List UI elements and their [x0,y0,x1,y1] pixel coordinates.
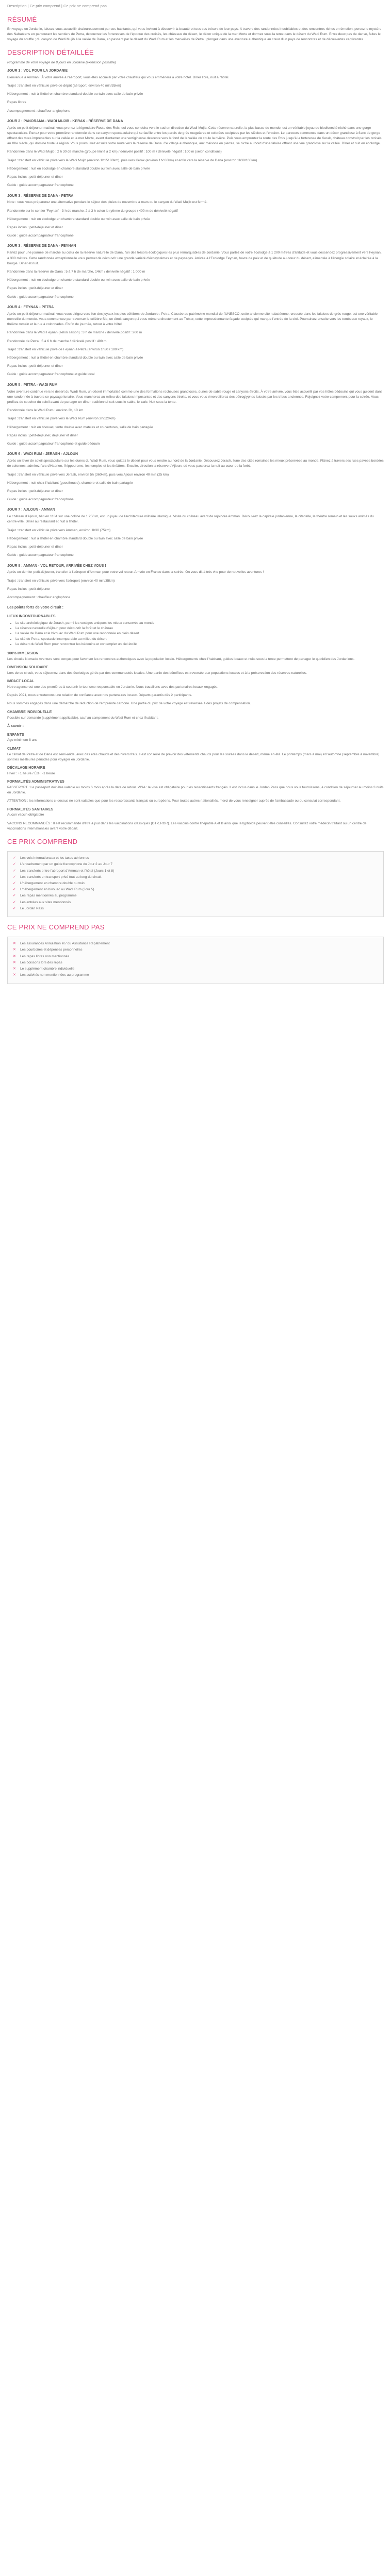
depart-text: Depuis 2021, nous entretenons une relation de confiance avec nos partenaires locaux. Départs garantis dès 2 participants. [7,693,192,698]
day-block [7,452,384,502]
breadcrumb-description[interactable]: Description [7,4,27,8]
day-line: Repas inclus : petit-déjeuner et dîner [7,545,63,549]
impact-text: Notre agence est une des premières à soutenir le tourisme responsable en Jordanie. Nous travaillons avec des partenaires locaux engagés. [7,685,219,689]
day-line: Hébergement : nuit en bivouac, tente double avec matelas et couvertures, salle de bain partagée [7,425,153,429]
excludes-list [13,941,378,978]
sante-text: Aucun vaccin obligatoire [7,813,44,817]
day-line: Repas inclus : petit-déjeuner et dîner [7,175,63,179]
formalites-title: FORMALITÉS ADMINISTRATIVES [7,780,64,784]
page [0,0,391,984]
excludes-box [7,937,384,984]
sante-title: FORMALITÉS SANITAIRES [7,807,54,811]
day-line: Trajet : transfert en véhicule privé vers l'aéroport (environ 40 min/35km) [7,579,115,583]
day-line: Randonnée sur le sentier 'Feynan' - 3 h de marche, 2 à 3 h selon le rythme du groupe / 400 m de dénivelé négatif [7,209,178,213]
chambre-text: Possible sur demande (supplément applicable), sauf au campement du Wadi Rum et chez l'habitant. [7,716,159,720]
day-block [7,69,384,114]
day-line: Randonnée dans le Wadi Feynan (selon saison) : 3 h de marche / dénivelé positif : 200 m [7,331,142,335]
summary-paragraph: En voyage en Jordanie, laissez-vous accueillir chaleureusement par ses habitants, qui vous invitent à découvrir la beauté et tous ses trésors de leur pays. À travers des randonnées inoubliables et des rencontres riches en émotion, percez le mystère des Nabatéens en parcourant les sentiers de Petra, découvrez les forteresses de l'époque des croisés, les châteaux du désert, le décor unique de la mer Morte et dormez sous la tente dans le désert du Wadi Rum. Entre deux pas de danse, faites le voyage du souffle ; du canyon de Wadi Mujib à la vallée de Dana, en passant par le désert du Wadi Rum et les merveilles de Petra : plongez dans une aventure authentique au cœur d'un pays de rencontres et de découvertes captivantes. [7,27,382,42]
program-heading: DESCRIPTION DÉTAILLÉE [7,48,94,57]
day-line: Repas libres [7,100,26,105]
day-line: Après un petit-déjeuner matinal, vous prenez la légendaire Route des Rois, qui vous conduira vers le sud en direction du Wadi Mujib. Cette réserve naturelle, la plus basse du monde, est un véritable joyau de biodiversité niché dans une gorge spectaculaire. Partez pour votre première randonnée dans ce canyon spectaculaire qui se faufile entre les parois de grès rougeâtres et colorées sculptées par les siècles et l'érosion. Le parcours commence dans un décor grandiose à flanc de gorge offrant des vues imprenables sur la vallée et la mer Morte, avant d'entamer une vertigineuse descente vers le fond de la vallée où coule la rivière. Puis vous empruntez la route des Rois jusqu'à la forteresse de Kerak, château construit par les croisés au XIIe siècle, qui domine toute la région. Vous poursuivez ensuite votre route vers la réserve de Dana. Ce village authentique, aux maisons en pierres, se niche au bord d'une falaise offrant une vue grandiose sur la vallée. Dîner et nuit en écolodge. [7,126,382,146]
excludes-item: ✕ Les assurances Annulation et / ou Assistance Rapatriement [13,941,378,946]
day-line: Partez pour une journée de marche au cœur de la réserve naturelle de Dana, l'un des trésors écologiques les plus remarquables de Jordanie. Vous partez de votre écolodge à 1 200 mètres d'altitude et vous descendez progressivement vers Feynan, à 300 mètres. Cette randonnée exceptionnelle vous permet de découvrir une grande variété d'écosystèmes et de paysages. Arrivée à l'Ecolodge Feynan, havre de paix et de quiétude au cœur du désert, alimentée à l'énergie solaire et éclairée à la bougie. Dîner et nuit. [7,251,382,265]
day-line: Trajet : transfert en véhicule privé vers Jerash, environ 5h (360km), puis vers Ajloun environ 40 min (25 km) [7,472,169,477]
day-line: Hébergement : nuit en écolodge en chambre standard double ou twin avec salle de bain privée [7,166,150,171]
day-line: Guide : guide accompagnateur francophone [7,234,74,238]
day-block [7,564,384,601]
itinerary-note: Les points forts de votre circuit : [7,606,63,610]
day-line: Repas inclus : petit-déjeuner, déjeuner et dîner [7,433,78,437]
day-line: Repas inclus : petit-déjeuner [7,587,51,591]
day-title: JOUR 1 : VOL POUR LA JORDANIE [7,69,68,73]
includes-heading: CE PRIX COMPREND [7,838,78,845]
chambre-title: CHAMBRE INDIVIDUELLE [7,710,52,714]
lieux-item: • La vallée de Dana et le bivouac du Wadi Rum pour une randonnée en plein désert [15,631,384,636]
day-line: Guide : guide accompagnateur francophone [7,295,74,299]
day-line: Après un lever de soleil spectaculaire sur les dunes du Wadi Rum, vous quittez le désert pour vous rendre au nord de la Jordanie. Découvrez Jerash, l'une des cités romaines les mieux préservées au monde. Flânez à travers ses rues pavées bordées de colonnes, admirez l'arc d'Hadrien, l'hippodrome, les temples et les théâtres. Ensuite, direction la réserve d'Ajloun, où vous passerez la nuit au cœur de la forêt. [7,459,384,468]
includes-item: ✓ L'hébergement en chambre double ou twin [13,881,378,886]
day-title: JOUR 3 : RÉSERVE DE DANA - PETRA [7,194,74,198]
enfants-title: ENFANTS [7,733,24,737]
day-line: Après un dernier petit-déjeuner, transfert à l'aéroport d'Amman pour votre vol retour. Arrivée en France dans la soirée. On vous dit à très vite pour de nouvelles aventures ! [7,570,264,574]
summary-heading: RÉSUMÉ [7,15,37,23]
day-line: Accompagnement : chauffeur anglophone [7,596,71,600]
day-title: JOUR 5 : PETRA - WADI RUM [7,383,58,387]
vaccins-text: VACCINS RECOMMANDÉS : Il est recommandé d'être à jour dans les vaccinations classiques (DTP, ROR). Les vaccins contre l'hépatite A et B ainsi que la typhoïde peuvent être conseillés. Consultez votre médecin traitant ou un centre de vaccinations internationales avant votre départ. [7,821,367,831]
day-line: Randonnée dans le Wadi Mujib : 2 h 30 de marche (groupe limité à 2 km) / dénivelé positif : 100 m / dénivelé négatif : 100 m (selon conditions) [7,150,222,154]
a-savoir: À savoir : [7,724,24,728]
day-block [7,383,384,447]
day-line: Hébergement : nuit en écolodge en chambre standard double ou twin avec salle de bain privée [7,217,150,221]
day-line: Guide : guide accompagnateur francophone [7,498,74,502]
breadcrumb-excludes[interactable]: Ce prix ne comprend pas [63,4,107,8]
excludes-heading: CE PRIX NE COMPREND PAS [7,923,105,931]
day-block [7,507,384,558]
day-line: Après un petit-déjeuner matinal, vous vous dirigez vers l'un des joyaux les plus célèbres de Jordanie : Petra. Classée au patrimoine mondial de l'UNESCO, cette ancienne cité nabatéenne, creusée dans les falaises de grès rouge, est une véritable merveille du monde. Vous commencez par traverser le célèbre Siq, un étroit canyon qui vous mènera directement au Trésor, cette impressionnante façade sculptée qui marque l'entrée de la cité. Poursuivez ensuite vers les tombeaux royaux, le théâtre romain et la rue à colonnades. En fin de journée, retour à votre hôtel. [7,312,378,327]
includes-item: ✓ Les repas mentionnés au programme [13,893,378,899]
day-line: Guide : guide accompagnateur francophone [7,183,74,188]
day-line: Hébergement : nuit à l'hôtel en chambre standard double ou twin avec salle de bain privée [7,356,143,360]
includes-item: ✓ Les transferts en transport privé tout au long du circuit [13,875,378,880]
day-line: Hébergement : nuit en écolodge en chambre standard double ou twin avec salle de bain privée [7,278,150,282]
climat-text: Le climat de Petra et de Dana est semi-aride, avec des étés chauds et des hivers frais. Il est conseillé de prévoir des vêtements chauds pour les soirées dans le désert, même en été. Le printemps (mars à mai) et l'automne (septembre à novembre) sont les meilleures périodes pour voyager en Jordanie. [7,752,380,761]
attention-text: ATTENTION : les informations ci-dessus ne sont valables que pour les ressortissants français ou européens. Pour toutes autres nationalités, merci de vous renseigner auprès de l'ambassade ou du consulat correspondant. [7,799,341,803]
lieux-item: • Le désert du Wadi Rum pour rencontrer les bédouins et contempler un ciel étoilé [15,642,384,647]
day-block [7,119,384,189]
day-line: Accompagnement : chauffeur anglophone [7,109,71,113]
formalites-text: PASSEPORT : Le passeport doit être valable au moins 6 mois après la date de retour. VISA : le visa est obligatoire pour les ressortissants français. Il est inclus dans le Jordan Pass que nous vous fournissons, à condition de séjourner au moins 3 nuits en Jordanie. [7,785,384,795]
day-title: JOUR 7 : AJLOUN - AMMAN [7,508,55,512]
excludes-item: ✕ Les repas libres non mentionnés [13,954,378,959]
day-title: JOUR 8 : AMMAN - VOL RETOUR, ARRIVÉE CHEZ VOUS ! [7,564,106,568]
includes-box [7,851,384,917]
includes-item: ✓ L'hébergement en bivouac au Wadi Rum (Jour 5) [13,887,378,892]
climat-title: CLIMAT [7,747,21,751]
includes-list [13,856,378,911]
day-line: Randonnée de Petra : 5 à 6 h de marche / dénivelé positif : 400 m [7,339,107,343]
day-line: Trajet : transfert en véhicule privé de dépôt (aéroport, environ 40 min/35km) [7,83,121,88]
day-title: JOUR 4 : FEYNAN - PETRA [7,305,54,309]
day-title: JOUR 3 : RÉSERVE DE DANA - FEYNAN [7,244,76,248]
eco-text: Les circuits Nomade Aventure sont conçus pour favoriser les rencontres authentiques avec la population locale. Hébergements chez l'habitant, guides locaux et nuits sous la tente permettent de partager le quotidien des Jordaniens. [7,657,355,661]
day-line: Hébergement : nuit chez l'habitant (guesthouse), chambre et salle de bain partagée [7,481,133,485]
program-intro: Programme de votre voyage de 8 jours en Jordanie (extension possible) [7,60,116,64]
breadcrumb: Description | Ce prix comprend | Ce prix ne comprend pas [7,4,107,8]
day-line: Hébergement : nuit à l'hôtel en chambre standard double ou twin avec salle de bain privée [7,536,143,540]
day-line: Randonnée dans le Wadi Rum : environ 3h, 10 km [7,409,84,413]
day-line: Bienvenue à Amman ! À votre arrivée à l'aéroport, vous êtes accueilli par votre chauffeur qui vous emmènera à votre hôtel. Dîner libre, nuit à l'hôtel. [7,75,230,79]
day-block [7,194,384,239]
day-line: Guide : guide accompagnateur francophone [7,553,74,557]
includes-item: ✓ L'encadrement par un guide francophone du Jour 2 au Jour 7 [13,862,378,867]
day-line: Repas inclus : petit-déjeuner et dîner [7,489,63,493]
eco-title: 100% IMMERSION [7,652,39,656]
day-line: Guide : guide accompagnateur francophone et guide local [7,372,95,377]
includes-item: ✓ Les transferts entre l'aéroport d'Amman et l'hôtel (Jours 1 et 8) [13,869,378,874]
decalage-title: DÉCALAGE HORAIRE [7,766,45,770]
day-block [7,244,384,299]
day-line: Repas inclus : petit-déjeuner et dîner [7,286,63,291]
day-title: JOUR 6 : WADI RUM - JERASH - AJLOUN [7,452,78,456]
includes-item: ✓ Les entrées aux sites mentionnés [13,900,378,905]
days-list [7,69,384,601]
day-line: Guide : guide accompagnateur francophone et guide bédouin [7,442,100,446]
day-line: Randonnée dans la réserve de Dana : 5 à 7 h de marche, 14km / dénivelé négatif : 1 000 m [7,269,145,274]
lieux-title: LIEUX INCONTOURNABLES [7,615,56,619]
includes-item: ✓ Le Jordan Pass [13,906,378,911]
day-line: Repas inclus : petit-déjeuner et dîner [7,364,63,368]
day-block [7,305,384,378]
day-line: Trajet : transfert en véhicule privé de Feynan à Petra (environ 1h30 / 100 km) [7,347,124,351]
excludes-item: ✕ Les activités non mentionnées au programme [13,973,378,978]
day-line: Le château d'Ajloun, bâti en 1184 sur une colline de 1 250 m, est un joyau de l'architecture militaire islamique. Visite du château avant de rejoindre Amman. Découvrez la capitale jordanienne, la citadelle, le théâtre romain et les souks animés du centre-ville. Dîner au restaurant et nuit à l'hôtel. [7,515,374,524]
day-line: Trajet : transfert en véhicule privé vers Amman, environ 1h30 (75km) [7,528,111,532]
excludes-item: ✕ Les boissons lors des repas [13,960,378,965]
day-line: Repas inclus : petit-déjeuner et dîner [7,226,63,230]
impact-title: IMPACT LOCAL [7,680,35,684]
lieux-item: • La cité de Petra, spectacle incomparable au milieu du désert [15,637,384,642]
lieux-item: • La réserve naturelle d'Ajloun pour découvrir la forêt et le château [15,626,384,631]
day-line: Trajet : transfert en véhicule privé vers le Wadi Mujib (environ 1h15/ 80km), puis vers Kerak (environ 1h/ 60km) et enfin vers la réserve de Dana (environ 1h30/100km) [7,158,257,162]
excludes-item: ✕ Les pourboires et dépenses personnelles [13,947,378,953]
env-text: Nous sommes engagés dans une démarche de réduction de l'empreinte carbone. Une partie du prix de votre voyage est reversée à des projets de compensation. [7,702,251,706]
dimension-title: DIMENSION SOLIDAIRE [7,666,48,670]
decalage-text: Hiver : +1 heure / Été : -1 heure [7,771,55,775]
day-line: Hébergement : nuit à l'hôtel en chambre standard double ou twin avec salle de bain privée [7,92,143,96]
dimension-text: Lors de ce circuit, vous séjournez dans des écolodges gérés par des communautés locales. Une partie des bénéfices est reversée aux populations locales et à la préservation des réserves naturelles. [7,671,307,675]
lieux-list [7,621,384,647]
day-line: Trajet : transfert en véhicule privé vers le Wadi Rum (environ 2h/120km) [7,417,116,421]
day-title: JOUR 2 : PANORAMA - WADI MUJIB - KERAK - RÉSERVE DE DANA [7,119,123,123]
breadcrumb-includes[interactable]: Ce prix comprend [29,4,60,8]
lieux-item: • Le site archéologique de Jerash, parmi les vestiges antiques les mieux conservés au monde [15,621,384,626]
enfants-text: Âge minimum 8 ans [7,738,38,742]
excludes-item: ✕ Le supplément chambre individuelle [13,967,378,972]
includes-item: ✓ Les vols internationaux et les taxes aériennes [13,856,378,861]
day-line: Note : vous vous préparerez une alternative pendant le séjour des pluies de novembre à mars ou le canyon du Wadi Mujib est fermé. [7,200,207,205]
day-line: Votre aventure continue vers le désert du Wadi Rum, un désert immortalisé comme une des formations rocheuses grandioses, dunes de sable rouge et canyons étroits. À votre arrivée, vous êtes accueilli par vos hôtes bédouins qui vous guident dans une randonnée à travers ce paysage lunaire. Vous marcherez au milieu des falaises imposantes et des canyons étroits, et vous vous émerveillerez des pétroglyphes laissés par les tribus anciennes. Rejoignez votre campement pour la soirée. Vous profitez du coucher du soleil avant de partager un dîner traditionnel cuit sous le sable, le zarb. Nuit sous la tente. [7,389,383,404]
